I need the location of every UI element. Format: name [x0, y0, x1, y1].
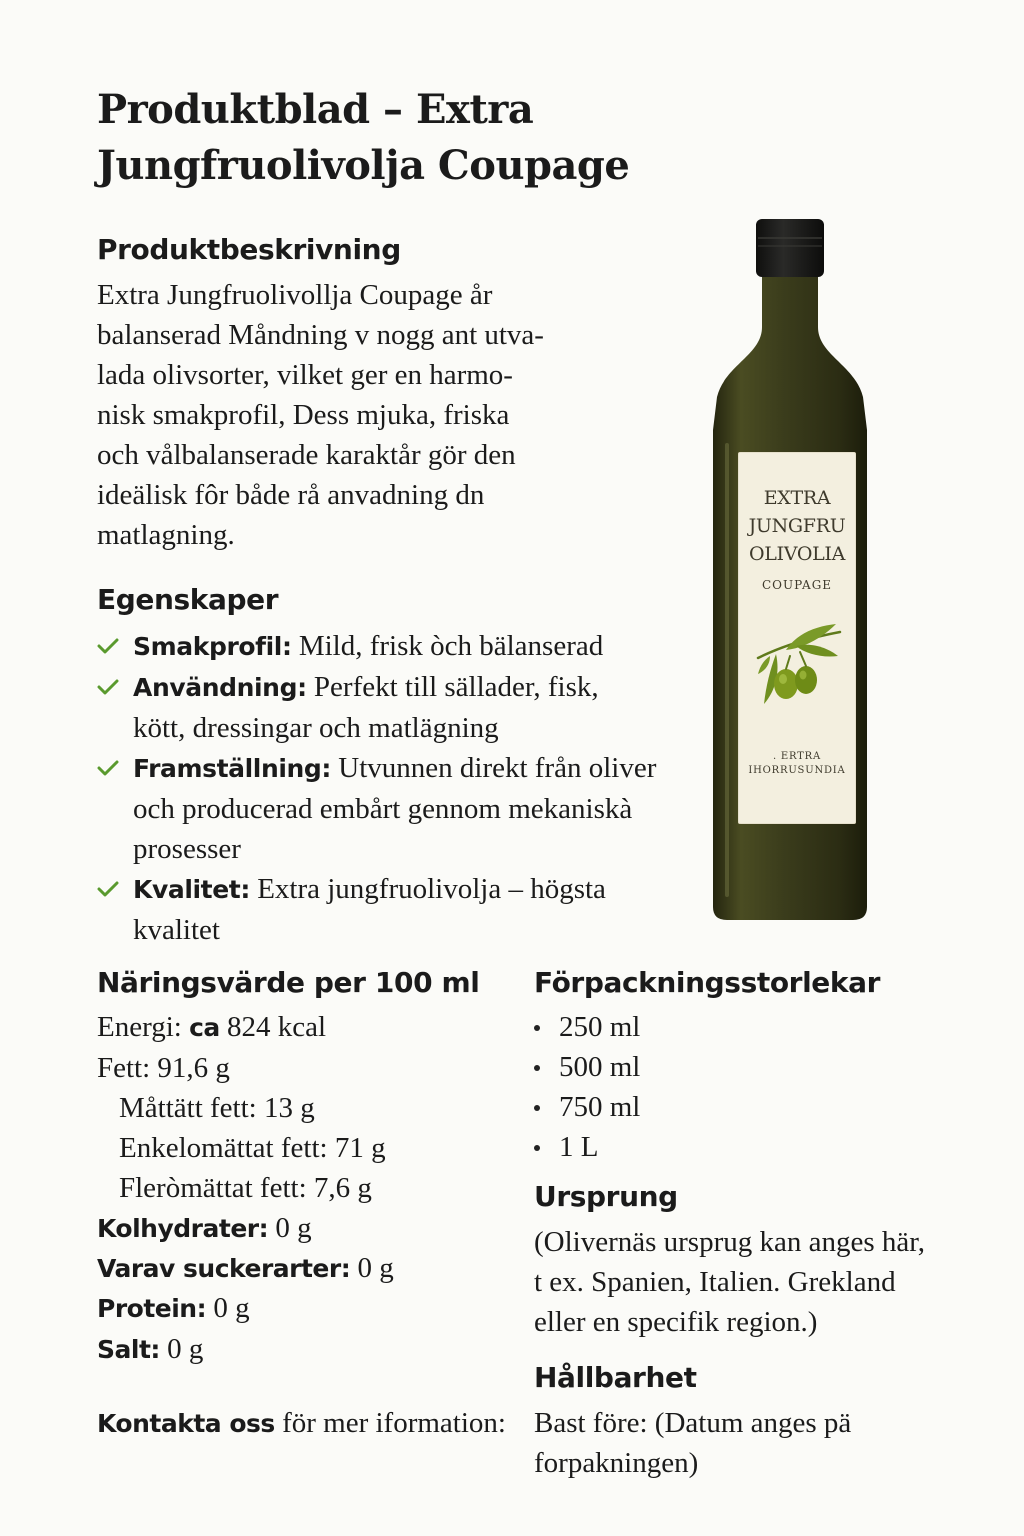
packaging-heading: Förpackningsstorlekar [534, 966, 880, 999]
packaging-size: 250 ml [559, 1011, 641, 1043]
carbs-label: Kolhydrater: [97, 1214, 269, 1243]
packaging-sizes-list [534, 1007, 640, 1167]
check-icon [97, 678, 119, 696]
property-label: Kvalitet: [133, 875, 250, 904]
contact-label-rest: för mer iformation: [274, 1407, 506, 1439]
nutrition-energy [97, 1007, 326, 1048]
bottle-label-bottom-line: . ERTRA [772, 751, 822, 762]
description-line: ideälisk fôr både rå anvadning dn [97, 479, 485, 511]
origin-line: eller en specifik region.) [534, 1306, 818, 1338]
sugars-value: 0 g [350, 1252, 394, 1284]
contact-label [97, 1403, 506, 1444]
description-heading: Produktbeskrivning [97, 233, 401, 266]
description-text [97, 275, 544, 555]
check-icon [97, 759, 119, 777]
sustainability-line: Bast före: (Datum anges pä [534, 1407, 852, 1439]
nutrition-heading: Näringsvärde per 100 ml [97, 966, 480, 999]
origin-line: t ex. Spanien, Italien. Grekland [534, 1266, 896, 1298]
bottle-label-bottom-line: IHORRUSUNDIA [748, 765, 846, 776]
sustainability-line: forpakningen) [534, 1447, 699, 1479]
origin-text [534, 1222, 925, 1342]
description-line: och vålbalanserade karaktår gör den [97, 439, 516, 471]
nutrition-poly-fat: Fleròmättat fett: 7,6 g [119, 1172, 372, 1204]
bullet-icon [534, 1025, 540, 1031]
bottle-label-bottom-text [738, 750, 856, 778]
packaging-size: 1 L [559, 1131, 599, 1163]
check-icon [97, 880, 119, 898]
property-label: Framställning: [133, 754, 332, 783]
protein-label: Protein: [97, 1294, 207, 1323]
nutrition-mono-fat: Enkelomättat fett: 71 g [119, 1132, 386, 1164]
origin-heading: Ursprung [534, 1180, 678, 1213]
nutrition-saturated-fat: Måttätt fett: 13 g [119, 1092, 315, 1124]
property-text: Utvunnen direkt från oliver och producerad embårt gennom mekaniskà prosesser [133, 752, 657, 865]
bottle-label-title [738, 484, 856, 568]
description-line: lada olivsorter, vilket ger en harmo- [97, 359, 513, 391]
property-text: Mild, frisk òch bälanserad [291, 630, 604, 662]
packaging-size: 500 ml [559, 1051, 641, 1083]
property-item [97, 667, 657, 748]
description-line: balanserad Måndning v nogg ant utva- [97, 319, 544, 351]
property-item [97, 869, 657, 950]
bullet-icon [534, 1065, 540, 1071]
description-line: matlagning. [97, 519, 235, 551]
packaging-size-item [534, 1127, 640, 1167]
bottle-label-title-line: EXTRA [763, 487, 831, 509]
sustainability-heading: Hållbarhet [534, 1361, 697, 1394]
property-item [97, 748, 657, 869]
nutrition-carbs [97, 1208, 312, 1249]
olive-branch-icon [756, 620, 842, 718]
bottle-label-title-line: JUNGFRU [748, 515, 846, 537]
bullet-icon [534, 1105, 540, 1111]
origin-line: (Olivernäs ursprug kan anges här, [534, 1226, 926, 1258]
property-label: Användning: [133, 673, 307, 702]
sustainability-text [534, 1403, 851, 1483]
packaging-size-item [534, 1007, 640, 1047]
nutrition-fat: Fett: 91,6 g [97, 1052, 230, 1084]
property-text: Perfekt till sällader, fisk, kött, dressingar och matlägning [133, 671, 599, 744]
energy-label: Energi: [97, 1011, 190, 1043]
nutrition-sugars [97, 1248, 394, 1289]
energy-value: 824 kcal [219, 1011, 327, 1043]
protein-value: 0 g [206, 1292, 250, 1324]
check-icon [97, 637, 119, 655]
packaging-size-item [534, 1047, 640, 1087]
page-title: Produktblad – Extra Jungfruolivolja Coupage [97, 86, 630, 189]
description-line: nisk smakprofil, Dess mjuka, friska [97, 399, 510, 431]
description-line: Extra Jungfruolivollja Coupage år [97, 279, 493, 311]
bottle-label [738, 452, 856, 824]
property-text: Extra jungfruolivolja – högsta kvalitet [133, 873, 606, 946]
energy-approx: ca [189, 1013, 220, 1042]
salt-value: 0 g [159, 1333, 204, 1365]
property-label: Smakprofil: [133, 632, 292, 661]
carbs-value: 0 g [268, 1212, 312, 1244]
property-item [97, 626, 657, 667]
properties-list [97, 626, 657, 950]
salt-label: Salt: [97, 1335, 160, 1364]
contact-label-bold: Kontakta oss [97, 1409, 275, 1438]
bottle-label-title-line: OLIVOLIA [748, 543, 846, 565]
nutrition-salt [97, 1329, 203, 1370]
packaging-size: 750 ml [559, 1091, 641, 1123]
packaging-size-item [534, 1087, 640, 1127]
bullet-icon [534, 1145, 540, 1151]
sugars-label: Varav suckerarter: [97, 1254, 351, 1283]
properties-heading: Egenskaper [97, 583, 279, 616]
nutrition-protein [97, 1288, 250, 1329]
bottle-label-subtitle: COUPAGE [761, 578, 833, 592]
